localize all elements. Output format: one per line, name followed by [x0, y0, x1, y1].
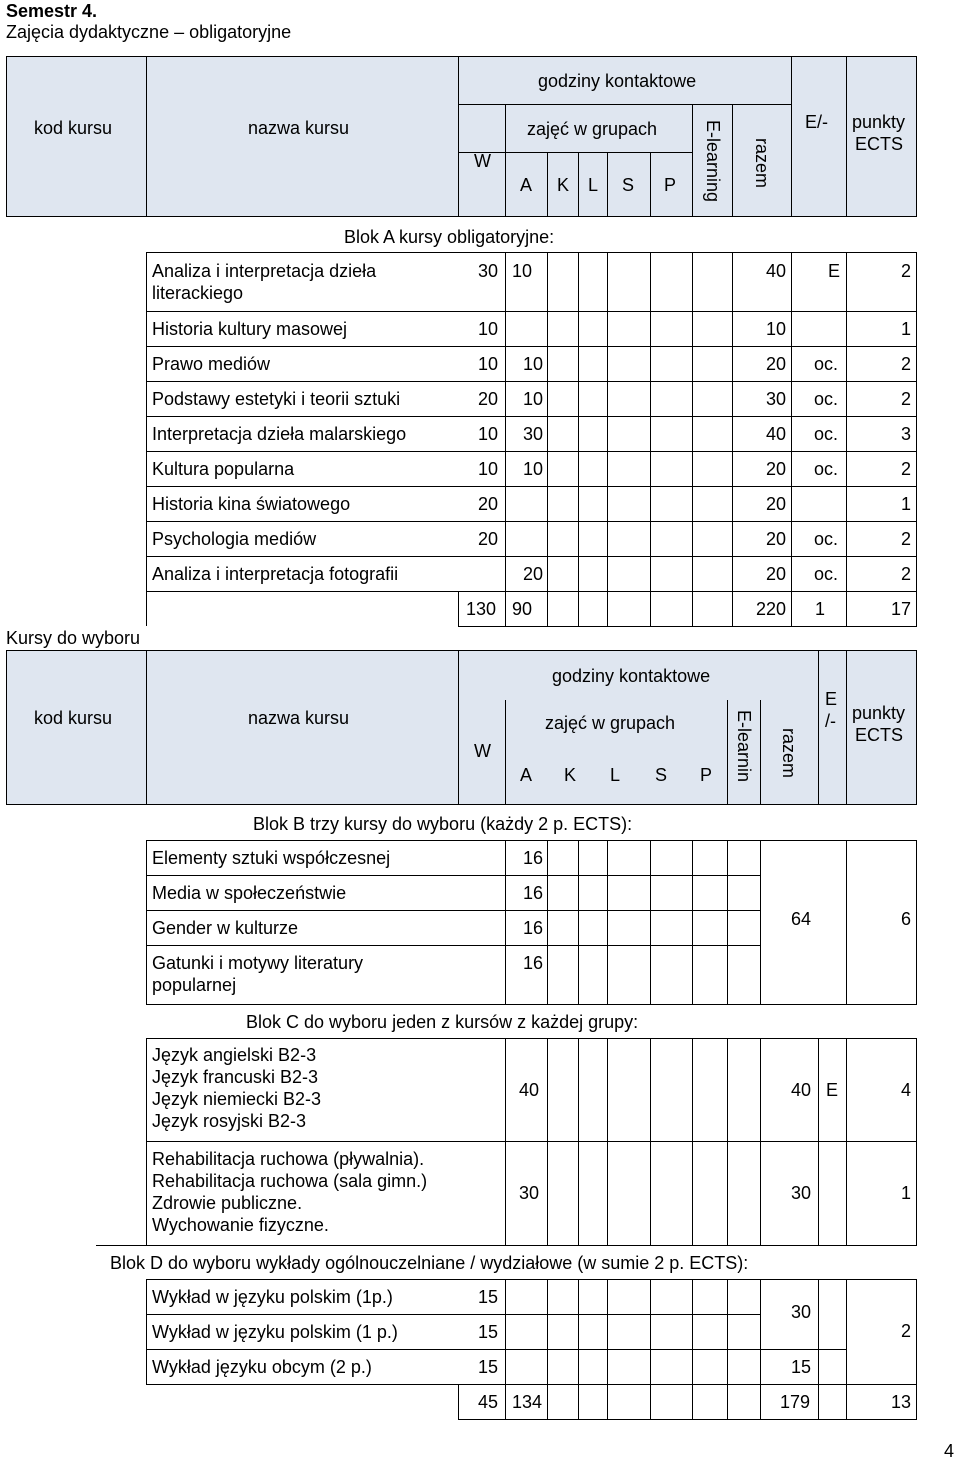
header-godziny-kontaktowe: godziny kontaktowe — [538, 71, 697, 91]
header-p: P — [664, 175, 677, 195]
course-name: Analiza i interpretacja dzieła literackiego — [152, 261, 377, 303]
exam-type: E — [828, 261, 841, 281]
block-b-razem: 64 — [791, 909, 812, 929]
ects-points: 2 — [900, 261, 911, 281]
header-a: A — [520, 765, 533, 785]
header-e: E — [825, 689, 838, 709]
total-razem: 179 — [780, 1392, 811, 1412]
block-b-ects: 6 — [900, 909, 911, 929]
hours-razem: 20 — [765, 564, 786, 584]
hours-razem: 15 — [791, 1357, 812, 1377]
total-ects: 17 — [890, 599, 911, 619]
hours-w: 20 — [478, 529, 499, 549]
block-d-ects: 2 — [900, 1321, 911, 1341]
course-name: Analiza i interpretacja fotografii — [152, 564, 399, 584]
hours-a: 10 — [512, 261, 533, 281]
hours-a: 30 — [519, 1183, 540, 1203]
ects-points: 1 — [900, 319, 911, 339]
header-ects: ECTS — [855, 725, 904, 745]
hours-w: 30 — [478, 261, 499, 281]
hours-a: 30 — [523, 424, 544, 444]
block-d-razem: 30 — [791, 1302, 812, 1322]
hours-razem: 40 — [765, 424, 786, 444]
course-name: Kultura popularna — [152, 459, 295, 479]
ects-points: 3 — [900, 424, 911, 444]
header-p: P — [700, 765, 713, 785]
course-name: Gatunki i motywy literatury popularnej — [152, 953, 364, 995]
hours-a: 20 — [523, 564, 544, 584]
header-godziny-kontaktowe: godziny kontaktowe — [552, 666, 711, 686]
total-a: 90 — [512, 599, 533, 619]
exam-type: oc. — [814, 354, 839, 374]
hours-razem: 20 — [765, 354, 786, 374]
header-punkty: punkty — [852, 112, 906, 132]
header-razem: razem — [752, 138, 772, 189]
header-l: L — [610, 765, 621, 785]
header-nazwa-kursu: nazwa kursu — [248, 118, 350, 138]
hours-w: 20 — [478, 389, 499, 409]
hours-razem: 40 — [791, 1080, 812, 1100]
header-kod-kursu: kod kursu — [34, 118, 113, 138]
pe-courses: Rehabilitacja ruchowa (pływalnia). Rehabilitacja ruchowa (sala gimn.) Zdrowie publiczne. Wychowanie fizyczne. — [152, 1149, 428, 1235]
block-b-title: Blok B trzy kursy do wyboru (każdy 2 p. ECTS): — [253, 814, 633, 834]
hours-a: 10 — [523, 459, 544, 479]
header-s: S — [622, 175, 635, 195]
header-punkty: punkty — [852, 703, 906, 723]
course-name: Psychologia mediów — [152, 529, 317, 549]
hours-w: 10 — [478, 459, 499, 479]
ects-points: 2 — [900, 459, 911, 479]
total-w: 130 — [466, 599, 497, 619]
hours-w: 15 — [478, 1287, 499, 1307]
course-name: Wykład w języku polskim (1 p.) — [152, 1322, 398, 1342]
block-a-title: Blok A kursy obligatoryjne: — [344, 227, 555, 247]
hours-w: 20 — [478, 494, 499, 514]
header-kod-kursu: kod kursu — [34, 708, 113, 728]
header-s: S — [655, 765, 668, 785]
hours-a: 40 — [519, 1080, 540, 1100]
ects-points: 1 — [900, 494, 911, 514]
course-name: Historia kina światowego — [152, 494, 351, 514]
total-ects: 13 — [890, 1392, 911, 1412]
exam-type: oc. — [814, 389, 839, 409]
ects-points: 2 — [900, 354, 911, 374]
exam-type: oc. — [814, 459, 839, 479]
block-c-title: Blok C do wyboru jeden z kursów z każdej grupy: — [246, 1012, 639, 1032]
header-ects: ECTS — [855, 134, 904, 154]
header-zajec-w-grupach: zajęć w grupach — [527, 119, 658, 139]
course-name: Wykład w języku polskim (1p.) — [152, 1287, 393, 1307]
course-name: Interpretacja dzieła malarskiego — [152, 424, 407, 444]
header-e-minus: E/- — [805, 112, 829, 132]
course-name: Media w społeczeństwie — [152, 883, 347, 903]
ects-points: 4 — [900, 1080, 911, 1100]
section-kursy-do-wyboru: Kursy do wyboru — [6, 628, 141, 648]
block-d-title: Blok D do wyboru wykłady ogólnouczelniane / wydziałowe (w sumie 2 p. ECTS): — [110, 1253, 749, 1273]
hours-a: 16 — [523, 848, 544, 868]
header-minus: /- — [825, 711, 836, 731]
header-e-learning: E-learning — [703, 120, 723, 203]
exam-type: oc. — [814, 529, 839, 549]
header-e-learning: E-learnin — [734, 710, 754, 783]
exam-type: oc. — [814, 564, 839, 584]
total-exams: 1 — [815, 599, 826, 619]
hours-a: 10 — [523, 354, 544, 374]
total-w: 45 — [478, 1392, 499, 1412]
hours-a: 16 — [523, 918, 544, 938]
hours-w: 10 — [478, 354, 499, 374]
course-name: Gender w kulturze — [152, 918, 299, 938]
course-name: Podstawy estetyki i teorii sztuki — [152, 389, 401, 409]
hours-w: 15 — [478, 1357, 499, 1377]
exam-type: E — [826, 1080, 839, 1100]
ects-points: 2 — [900, 529, 911, 549]
hours-razem: 30 — [791, 1183, 812, 1203]
ects-points: 1 — [900, 1183, 911, 1203]
ects-points: 2 — [900, 564, 911, 584]
header-k: K — [564, 765, 577, 785]
hours-a: 10 — [523, 389, 544, 409]
header-l: L — [588, 175, 599, 195]
course-name: Wykład języku obcym (2 p.) — [152, 1357, 372, 1377]
page-subtitle: Zajęcia dydaktyczne – obligatoryjne — [6, 22, 292, 42]
exam-type: oc. — [814, 424, 839, 444]
header-k: K — [557, 175, 570, 195]
hours-a: 16 — [523, 883, 544, 903]
total-a: 134 — [512, 1392, 543, 1412]
total-razem: 220 — [755, 599, 786, 619]
hours-razem: 20 — [765, 529, 786, 549]
course-name: Historia kultury masowej — [152, 319, 348, 339]
course-name: Elementy sztuki współczesnej — [152, 848, 391, 868]
hours-razem: 20 — [765, 459, 786, 479]
hours-razem: 40 — [765, 261, 786, 281]
hours-razem: 10 — [765, 319, 786, 339]
hours-razem: 30 — [765, 389, 786, 409]
hours-w: 15 — [478, 1322, 499, 1342]
header-nazwa-kursu: nazwa kursu — [248, 708, 350, 728]
header-razem: razem — [779, 728, 799, 779]
language-courses: Język angielski B2-3 Język francuski B2-3 Język niemiecki B2-3 Język rosyjski B2-3 — [152, 1045, 322, 1131]
header-w: W — [474, 151, 491, 171]
header-a: A — [520, 175, 533, 195]
ects-points: 2 — [900, 389, 911, 409]
page-number: 4 — [944, 1441, 955, 1461]
course-name: Prawo mediów — [152, 354, 271, 374]
hours-w: 10 — [478, 319, 499, 339]
semester-title: Semestr 4. — [6, 1, 98, 21]
hours-razem: 20 — [765, 494, 786, 514]
hours-a: 16 — [523, 953, 544, 973]
hours-w: 10 — [478, 424, 499, 444]
header-zajec-w-grupach: zajęć w grupach — [545, 713, 676, 733]
header-w: W — [474, 741, 491, 761]
